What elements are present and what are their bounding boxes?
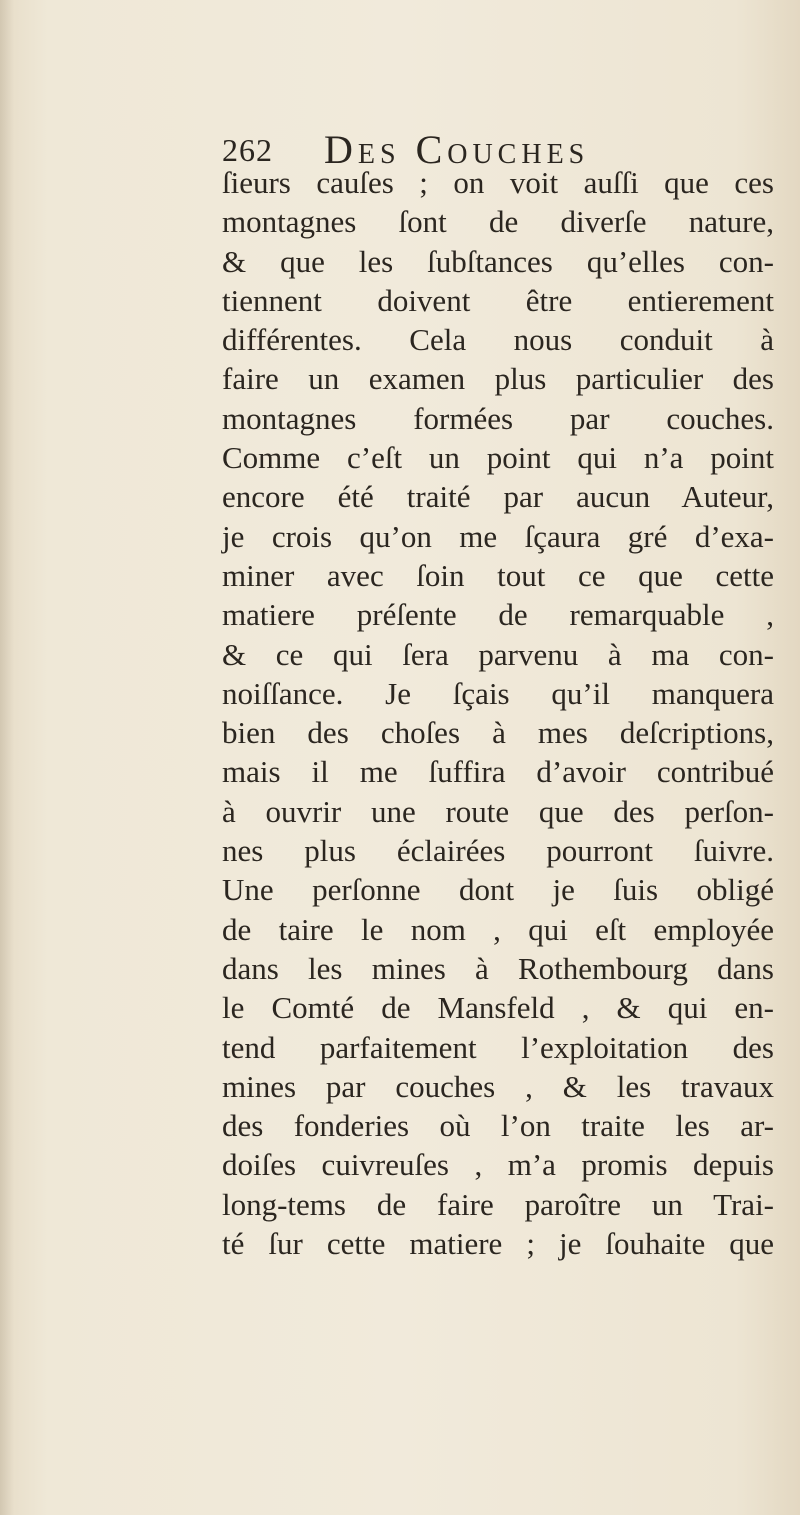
text-line: je crois qu’on me ſçaura gré d’exa-: [222, 518, 774, 554]
text-line: & que les ſubſtances qu’elles con-: [222, 243, 774, 279]
text-line: Comme c’eſt un point qui n’a point: [222, 440, 774, 476]
text-line: tend parfaitement l’exploitation des: [222, 1029, 774, 1065]
text-line: des fonderies où l’on traite les ar-: [222, 1108, 774, 1144]
text-line: matiere préſente de remarquable ,: [222, 597, 774, 633]
text-line: Une perſonne dont je ſuis obligé: [222, 872, 774, 908]
text-line: té ſur cette matiere ; je ſouhaite que: [222, 1226, 774, 1262]
text-line: faire un examen plus particulier des: [222, 361, 774, 397]
page-number: 262: [222, 132, 273, 168]
text-line: montagnes ſont de diverſe nature,: [222, 204, 774, 240]
text-line: mines par couches , & les travaux: [222, 1068, 774, 1104]
text-line: à ouvrir une route que des perſon-: [222, 793, 774, 829]
text-line: ſieurs cauſes ; on voit auſſi que ces: [222, 165, 774, 200]
text-line: noiſſance. Je ſçais qu’il manquera: [222, 675, 774, 711]
running-head: Des Couches: [324, 127, 590, 172]
body-text: [222, 163, 774, 1263]
text-line: long-tems de faire paroître un Trai-: [222, 1186, 774, 1222]
text-line: montagnes formées par couches.: [222, 400, 774, 436]
text-line: & ce qui ſera parvenu à ma con-: [222, 636, 774, 672]
text-line: dans les mines à Rothembourg dans: [222, 950, 774, 986]
text-line: bien des choſes à mes deſcriptions,: [222, 715, 774, 751]
text-line: tiennent doivent être entierement: [222, 282, 774, 318]
text-line: le Comté de Mansfeld , & qui en-: [222, 990, 774, 1026]
text-line: doiſes cuivreuſes , m’a promis depuis: [222, 1147, 774, 1183]
text-line: encore été traité par aucun Auteur,: [222, 479, 774, 515]
text-line: différentes. Cela nous conduit à: [222, 322, 774, 358]
text-line: mais il me ſuffira d’avoir contribué: [222, 754, 774, 790]
text-line: de taire le nom , qui eſt employée: [222, 911, 774, 947]
binding-shadow: [0, 0, 14, 1515]
text-line: miner avec ſoin tout ce que cette: [222, 557, 774, 593]
text-line: nes plus éclairées pourront ſuivre.: [222, 833, 774, 869]
